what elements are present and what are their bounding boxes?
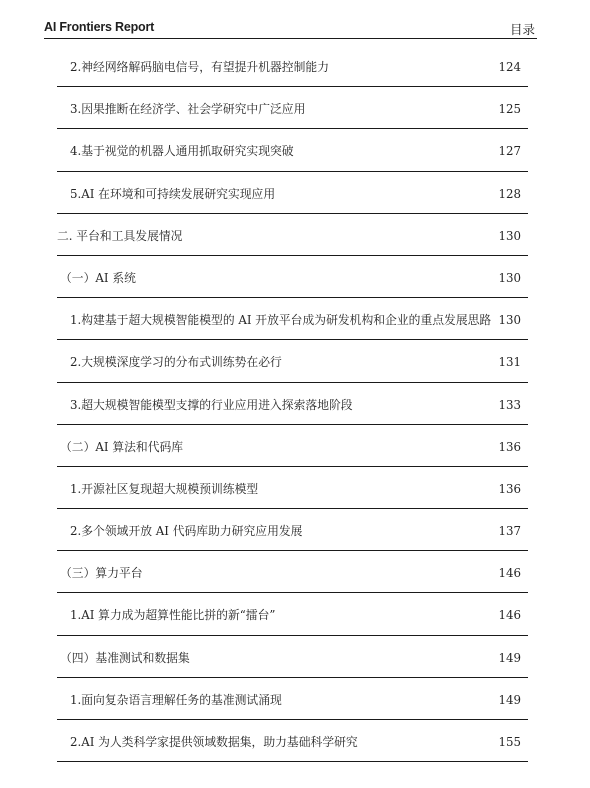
toc-entry[interactable] — [57, 720, 528, 762]
toc-entry-title: 4.基于视觉的机器人通用抓取研究实现突破 — [70, 144, 294, 159]
toc-entry-title: 2.多个领域开放 AI 代码库助力研究应用发展 — [70, 524, 303, 539]
toc-entry-title: （二）AI 算法和代码库 — [60, 439, 184, 454]
toc-entry-page: 131 — [498, 355, 521, 370]
toc-entry[interactable] — [57, 129, 528, 171]
toc-entry-title: 1.开源社区复现超大规模预训练模型 — [70, 481, 259, 496]
toc-entry[interactable] — [57, 509, 528, 551]
toc-entry-title: 3.超大规模智能模型支撑的行业应用进入探索落地阶段 — [70, 397, 353, 412]
toc-entry-page: 149 — [498, 692, 521, 707]
toc-entry-page: 124 — [498, 60, 521, 74]
toc-section-entry[interactable] — [57, 256, 528, 298]
toc-entry[interactable] — [57, 678, 528, 720]
toc-entry-page: 125 — [498, 102, 521, 117]
toc-entry-page: 128 — [498, 186, 521, 201]
toc-entry[interactable] — [57, 172, 528, 214]
toc-entry-page: 130 — [498, 313, 521, 328]
toc-entry[interactable] — [57, 340, 528, 382]
toc-chapter-entry[interactable] — [57, 214, 528, 256]
toc-entry-title: （三）算力平台 — [60, 566, 143, 581]
toc-entry[interactable] — [57, 383, 528, 425]
toc-entry-title: （一）AI 系统 — [60, 270, 136, 285]
toc-entry-title: 2.大规模深度学习的分布式训练势在必行 — [70, 355, 282, 370]
toc-entry-page: 130 — [498, 228, 521, 243]
toc-entry-page: 133 — [498, 397, 521, 412]
toc-entry-page: 146 — [498, 608, 521, 623]
toc-entry-title: 3.因果推断在经济学、社会学研究中广泛应用 — [70, 102, 306, 117]
toc-entry-title: 二. 平台和工具发展情况 — [57, 228, 183, 243]
toc-entry-page: 137 — [498, 524, 521, 539]
toc-entry-title: 1.AI 算力成为超算性能比拼的新“擂台” — [70, 608, 276, 623]
toc-entry[interactable] — [57, 45, 528, 87]
toc-entry-page: 155 — [498, 735, 521, 749]
toc-section-entry[interactable] — [57, 636, 528, 678]
toc-section-entry[interactable] — [57, 551, 528, 593]
section-label: 目录 — [509, 22, 535, 37]
toc-entry-title: 2.AI 为人类科学家提供领域数据集，助力基础科学研究 — [70, 735, 358, 749]
page-header — [44, 20, 537, 39]
toc-entry-title: 1.构建基于超大规模智能模型的 AI 开放平台成为研发机构和企业的重点发展思路 — [70, 313, 492, 328]
toc-entry-page: 136 — [498, 439, 521, 454]
toc-entry-title: 1.面向复杂语言理解任务的基准测试涌现 — [70, 692, 282, 707]
toc-entry-page: 136 — [498, 481, 521, 496]
toc-entry-page: 127 — [498, 144, 521, 159]
table-of-contents — [57, 45, 528, 762]
toc-entry-title: （四）基准测试和数据集 — [60, 650, 190, 665]
toc-entry[interactable] — [57, 593, 528, 635]
report-title: AI Frontiers Report — [44, 20, 155, 34]
toc-entry[interactable] — [57, 87, 528, 129]
toc-entry[interactable] — [57, 298, 528, 340]
toc-entry-title: 2.神经网络解码脑电信号，有望提升机器控制能力 — [70, 60, 329, 74]
toc-entry-page: 149 — [498, 650, 521, 665]
toc-entry[interactable] — [57, 467, 528, 509]
toc-entry-page: 146 — [498, 566, 521, 581]
toc-entry-page: 130 — [498, 270, 521, 285]
toc-entry-title: 5.AI 在环境和可持续发展研究实现应用 — [70, 186, 276, 201]
toc-section-entry[interactable] — [57, 425, 528, 467]
